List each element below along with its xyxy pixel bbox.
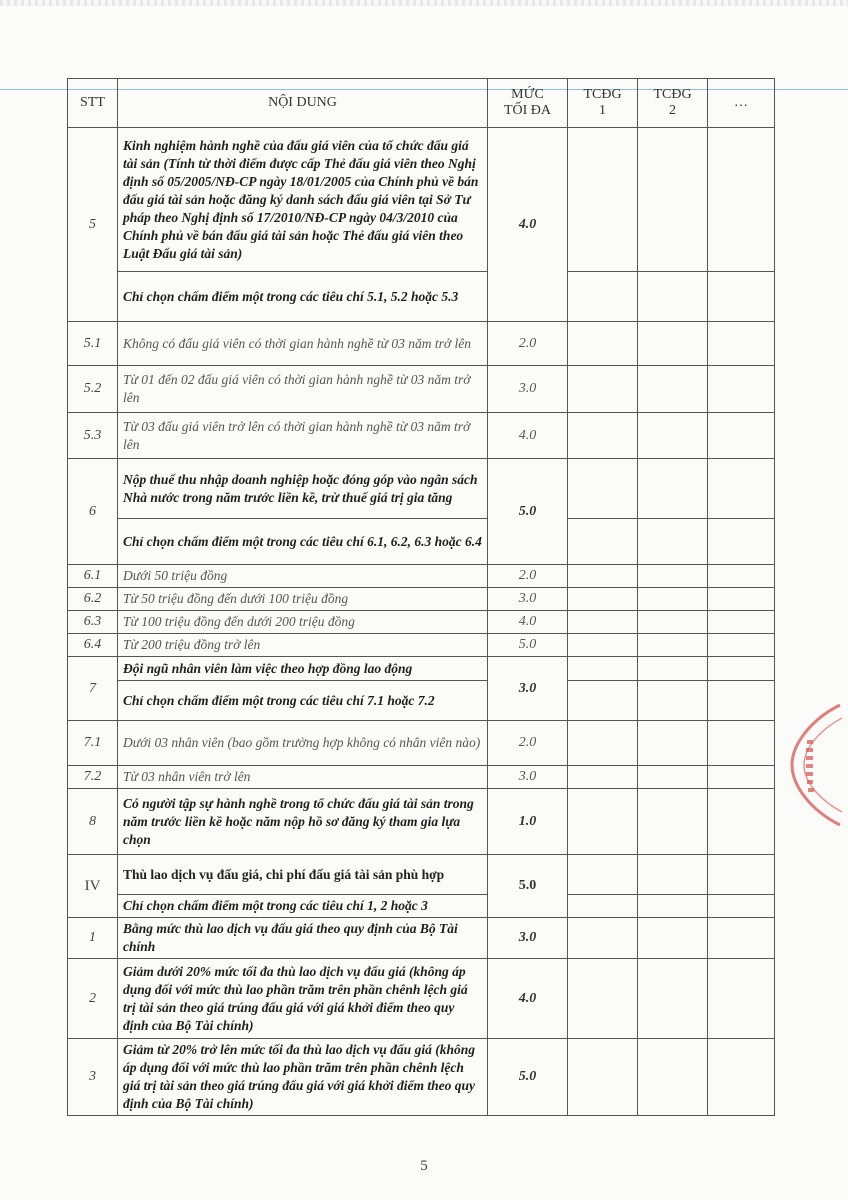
more-cell[interactable]	[708, 895, 775, 918]
row-content: Từ 200 triệu đồng trở lên	[118, 634, 488, 657]
row-stt: 2	[68, 959, 118, 1039]
tcdg1-cell[interactable]	[568, 588, 638, 611]
row-content: Dưới 50 triệu đồng	[118, 565, 488, 588]
row-max-score: 3.0	[488, 657, 568, 721]
tcdg2-cell[interactable]	[638, 766, 708, 789]
tcdg1-cell[interactable]	[568, 128, 638, 272]
tcdg2-cell[interactable]	[638, 895, 708, 918]
row-stt: 5	[68, 128, 118, 322]
row-content: Từ 01 đến 02 đấu giá viên có thời gian hành nghề từ 03 năm trở lên	[118, 366, 488, 413]
row-note: Chỉ chọn chấm điểm một trong các tiêu chí 7.1 hoặc 7.2	[118, 681, 488, 721]
more-cell[interactable]	[708, 588, 775, 611]
row-max-score: 4.0	[488, 128, 568, 322]
table-row	[68, 895, 775, 918]
tcdg2-cell[interactable]	[638, 634, 708, 657]
table-row	[68, 789, 775, 855]
header-tcdg2	[638, 79, 708, 128]
row-stt: 7	[68, 657, 118, 721]
tcdg1-cell[interactable]	[568, 959, 638, 1039]
row-max-score: 4.0	[488, 611, 568, 634]
header-content: NỘI DUNG	[118, 79, 488, 128]
table-row	[68, 766, 775, 789]
row-content: Từ 03 nhân viên trở lên	[118, 766, 488, 789]
more-cell[interactable]	[708, 959, 775, 1039]
tcdg2-cell[interactable]	[638, 681, 708, 721]
tcdg2-cell[interactable]	[638, 272, 708, 322]
row-content: Không có đấu giá viên có thời gian hành nghề từ 03 năm trở lên	[118, 322, 488, 366]
row-content: Kinh nghiệm hành nghề của đấu giá viên của tổ chức đấu giá tài sản (Tính từ thời điểm được cấp Thẻ đấu giá viên theo Nghị định số 05/2005/NĐ-CP ngày 18/01/2005 của Chính phủ về bán đấu giá tài sản hoặc đăng ký danh sách đấu giá viên tại Sở Tư pháp theo Nghị định số 17/2010/NĐ-CP ngày 04/3/2010 của Chính phủ về bán đấu giá tài sản hoặc Thẻ đấu giá viên theo Luật Đấu giá tài sản)	[118, 128, 488, 272]
table-row	[68, 611, 775, 634]
tcdg1-cell[interactable]	[568, 519, 638, 565]
page-number: 5	[420, 1158, 428, 1174]
row-content: Giảm dưới 20% mức tối đa thù lao dịch vụ đấu giá (không áp dụng đối với mức thù lao phần trăm trên phần chênh lệch giá trị tài sản theo giá trúng đấu giá với giá khởi điểm theo quy định của Bộ Tài chính)	[118, 959, 488, 1039]
more-cell[interactable]	[708, 413, 775, 459]
table-row	[68, 128, 775, 272]
row-max-score: 2.0	[488, 721, 568, 766]
row-content: Thù lao dịch vụ đấu giá, chi phí đấu giá tài sản phù hợp	[118, 855, 488, 895]
row-content: Dưới 03 nhân viên (bao gồm trường hợp không có nhân viên nào)	[118, 721, 488, 766]
row-stt: 1	[68, 918, 118, 959]
row-max-score: 4.0	[488, 959, 568, 1039]
row-stt: 6.2	[68, 588, 118, 611]
tcdg1-cell[interactable]	[568, 766, 638, 789]
more-cell[interactable]	[708, 634, 775, 657]
row-content: Đội ngũ nhân viên làm việc theo hợp đồng lao động	[118, 657, 488, 681]
table-row	[68, 855, 775, 895]
table-row	[68, 681, 775, 721]
more-cell[interactable]	[708, 657, 775, 681]
tcdg2-cell[interactable]	[638, 657, 708, 681]
more-cell[interactable]	[708, 1039, 775, 1116]
more-cell[interactable]	[708, 128, 775, 272]
tcdg2-cell[interactable]	[638, 459, 708, 519]
row-stt: 7.1	[68, 721, 118, 766]
row-note: Chỉ chọn chấm điểm một trong các tiêu chí 6.1, 6.2, 6.3 hoặc 6.4	[118, 519, 488, 565]
tcdg1-cell[interactable]	[568, 721, 638, 766]
tcdg2-cell[interactable]	[638, 565, 708, 588]
tcdg2-cell[interactable]	[638, 789, 708, 855]
tcdg1-cell[interactable]	[568, 565, 638, 588]
row-stt: 8	[68, 789, 118, 855]
tcdg1-cell[interactable]	[568, 657, 638, 681]
table-row	[68, 959, 775, 1039]
tcdg1-cell[interactable]	[568, 918, 638, 959]
more-cell[interactable]	[708, 611, 775, 634]
tcdg1-cell[interactable]	[568, 789, 638, 855]
more-cell[interactable]	[708, 272, 775, 322]
row-stt: 5.1	[68, 322, 118, 366]
row-content: Từ 50 triệu đồng đến dưới 100 triệu đồng	[118, 588, 488, 611]
tcdg1-cell[interactable]	[568, 634, 638, 657]
row-stt: 6.4	[68, 634, 118, 657]
header-more: …	[708, 79, 775, 128]
row-max-score: 3.0	[488, 588, 568, 611]
table-row	[68, 322, 775, 366]
table-row	[68, 366, 775, 413]
scoring-table	[67, 78, 775, 1116]
more-cell[interactable]	[708, 766, 775, 789]
tcdg2-cell[interactable]	[638, 1039, 708, 1116]
header-max-line1: MỨC	[511, 87, 544, 102]
tcdg2-cell[interactable]	[638, 855, 708, 895]
header-tcdg2-line2: 2	[669, 103, 676, 118]
tcdg2-cell[interactable]	[638, 721, 708, 766]
tcdg2-cell[interactable]	[638, 519, 708, 565]
more-cell[interactable]	[708, 721, 775, 766]
tcdg2-cell[interactable]	[638, 366, 708, 413]
table-row	[68, 1039, 775, 1116]
more-cell[interactable]	[708, 681, 775, 721]
tcdg2-cell[interactable]	[638, 918, 708, 959]
row-max-score: 3.0	[488, 366, 568, 413]
row-max-score: 5.0	[488, 634, 568, 657]
row-max-score: 5.0	[488, 855, 568, 918]
row-stt: 6.3	[68, 611, 118, 634]
header-max	[488, 79, 568, 128]
row-content: Từ 03 đấu giá viên trở lên có thời gian hành nghề từ 03 năm trở lên	[118, 413, 488, 459]
tcdg1-cell[interactable]	[568, 1039, 638, 1116]
more-cell[interactable]	[708, 855, 775, 895]
red-seal-stamp	[780, 700, 844, 830]
more-cell[interactable]	[708, 519, 775, 565]
row-stt: 5.2	[68, 366, 118, 413]
row-stt: 6	[68, 459, 118, 565]
row-content: Có người tập sự hành nghề trong tổ chức đấu giá tài sản trong năm trước liền kề hoặc năm nộp hồ sơ đăng ký tham gia lựa chọn	[118, 789, 488, 855]
tcdg1-cell[interactable]	[568, 413, 638, 459]
row-stt: 3	[68, 1039, 118, 1116]
header-stt: STT	[68, 79, 118, 128]
row-note: Chỉ chọn chấm điểm một trong các tiêu chí 1, 2 hoặc 3	[118, 895, 488, 918]
row-max-score: 3.0	[488, 918, 568, 959]
more-cell[interactable]	[708, 366, 775, 413]
more-cell[interactable]	[708, 918, 775, 959]
header-tcdg2-line1: TCĐG	[653, 87, 692, 102]
table-row	[68, 721, 775, 766]
tcdg1-cell[interactable]	[568, 322, 638, 366]
row-stt: 5.3	[68, 413, 118, 459]
tcdg1-cell[interactable]	[568, 272, 638, 322]
header-max-line2: TỐI ĐA	[503, 103, 552, 118]
row-content: Bằng mức thù lao dịch vụ đấu giá theo quy định của Bộ Tài chính	[118, 918, 488, 959]
row-content: Từ 100 triệu đồng đến dưới 200 triệu đồng	[118, 611, 488, 634]
more-cell[interactable]	[708, 459, 775, 519]
tcdg1-cell[interactable]	[568, 681, 638, 721]
header-tcdg1-line1: TCĐG	[583, 87, 622, 102]
tcdg2-cell[interactable]	[638, 588, 708, 611]
tcdg2-cell[interactable]	[638, 128, 708, 272]
row-note: Chỉ chọn chấm điểm một trong các tiêu chí 5.1, 5.2 hoặc 5.3	[118, 272, 488, 322]
table-row	[68, 272, 775, 322]
table-row	[68, 918, 775, 959]
row-stt: 7.2	[68, 766, 118, 789]
header-tcdg1-line2: 1	[599, 103, 606, 118]
table-row	[68, 519, 775, 565]
tcdg2-cell[interactable]	[638, 413, 708, 459]
row-max-score: 2.0	[488, 322, 568, 366]
tcdg1-cell[interactable]	[568, 855, 638, 895]
row-max-score: 3.0	[488, 766, 568, 789]
row-stt: IV	[68, 855, 118, 918]
row-max-score: 4.0	[488, 413, 568, 459]
tcdg1-cell[interactable]	[568, 366, 638, 413]
row-max-score: 5.0	[488, 459, 568, 565]
table-row	[68, 413, 775, 459]
tcdg2-cell[interactable]	[638, 322, 708, 366]
tcdg1-cell[interactable]	[568, 459, 638, 519]
row-stt: 6.1	[68, 565, 118, 588]
table-header-row	[68, 79, 775, 128]
table-row	[68, 565, 775, 588]
tcdg1-cell[interactable]	[568, 895, 638, 918]
table-row	[68, 459, 775, 519]
row-content: Giảm từ 20% trở lên mức tối đa thù lao dịch vụ đấu giá (không áp dụng đối với mức thù lao phần trăm trên phần chênh lệch giá trị tài sản theo giá trúng đấu giá với giá khởi điểm theo quy định của Bộ Tài chính)	[118, 1039, 488, 1116]
row-max-score: 5.0	[488, 1039, 568, 1116]
table-row	[68, 657, 775, 681]
tcdg2-cell[interactable]	[638, 611, 708, 634]
table-row	[68, 634, 775, 657]
tcdg1-cell[interactable]	[568, 611, 638, 634]
more-cell[interactable]	[708, 322, 775, 366]
row-content: Nộp thuế thu nhập doanh nghiệp hoặc đóng góp vào ngân sách Nhà nước trong năm trước liền kề, trừ thuế giá trị gia tăng	[118, 459, 488, 519]
scan-edge	[0, 0, 848, 6]
more-cell[interactable]	[708, 565, 775, 588]
more-cell[interactable]	[708, 789, 775, 855]
tcdg2-cell[interactable]	[638, 959, 708, 1039]
row-max-score: 2.0	[488, 565, 568, 588]
header-tcdg1	[568, 79, 638, 128]
row-max-score: 1.0	[488, 789, 568, 855]
table-row	[68, 588, 775, 611]
